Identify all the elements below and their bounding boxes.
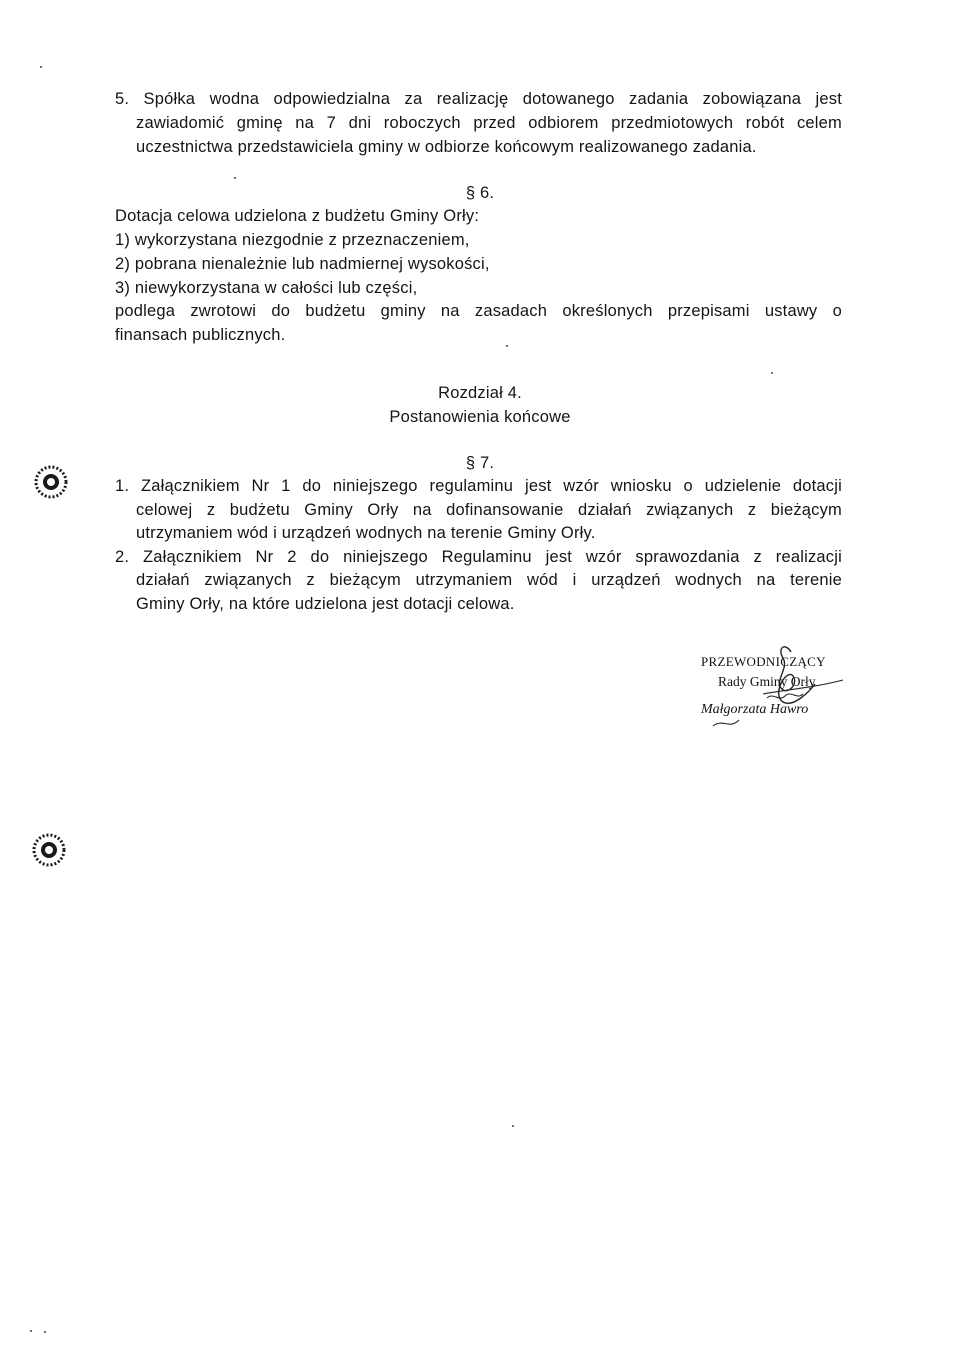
scan-speck	[512, 1125, 514, 1127]
paragraph-6-closing-2: finansach publicznych.	[115, 326, 286, 344]
scan-speck	[771, 372, 773, 374]
paragraph-7-point-2-line-1: 2. Załącznikiem Nr 2 do niniejszego Regulaminu jest wzór sprawozdania z realizacji	[115, 548, 842, 566]
paragraph-7-point-2-line-3: Gminy Orły, na które udzielona jest dotacji celowa.	[136, 595, 515, 613]
scan-speck	[30, 1330, 32, 1332]
paragraph-6-item-1: 1) wykorzystana niezgodnie z przeznaczeniem,	[115, 231, 470, 249]
section-5-line-3: uczestnictwa przedstawiciela gminy w odbiorze końcowym realizowanego zadania.	[136, 138, 757, 156]
chapter-number: Rozdział 4.	[438, 384, 522, 402]
signature-body: Rady Gminy Orły	[718, 674, 816, 689]
paragraph-7-point-1-line-1: 1. Załącznikiem Nr 1 do niniejszego regulaminu jest wzór wniosku o udzielenie dotacji	[115, 477, 842, 495]
scan-speck	[40, 66, 42, 68]
margin-seal-icon	[34, 465, 68, 499]
signature-name: Małgorzata Hawro	[701, 702, 809, 717]
margin-seal-icon	[32, 833, 66, 867]
paragraph-6-item-3: 3) niewykorzystana w całości lub części,	[115, 279, 418, 297]
section-5-line-1: 5. Spółka wodna odpowiedzialna za realizację dotowanego zadania zobowiązana jest	[115, 90, 842, 108]
scan-speck	[234, 177, 236, 179]
scan-speck	[44, 1331, 46, 1333]
handwritten-signature-icon	[693, 640, 883, 730]
paragraph-6-intro: Dotacja celowa udzielona z budżetu Gminy Orły:	[115, 207, 480, 225]
signature-stamp	[693, 640, 883, 730]
paragraph-7-point-2-line-2: działań związanych z bieżącym utrzymaniem wód i urządzeń wodnych na terenie	[136, 571, 842, 589]
signature-title: PRZEWODNICZĄCY	[701, 654, 826, 669]
paragraph-7-heading: § 7.	[465, 454, 495, 472]
chapter-title: Postanowienia końcowe	[389, 408, 571, 426]
section-5-line-2: zawiadomić gminę na 7 dni roboczych przed odbiorem przedmiotowych robót celem	[136, 114, 842, 132]
paragraph-6-closing-1: podlega zwrotowi do budżetu gminy na zasadach określonych przepisami ustawy o	[115, 302, 842, 320]
scan-speck	[506, 345, 508, 347]
paragraph-7-point-1-line-3: utrzymaniem wód i urządzeń wodnych na terenie Gminy Orły.	[136, 524, 596, 542]
paragraph-6-item-2: 2) pobrana nienależnie lub nadmiernej wysokości,	[115, 255, 490, 273]
paragraph-7-point-1-line-2: celowej z budżetu Gminy Orły na dofinansowanie działań związanych z bieżącym	[136, 501, 842, 519]
paragraph-6-heading: § 6.	[465, 184, 495, 202]
